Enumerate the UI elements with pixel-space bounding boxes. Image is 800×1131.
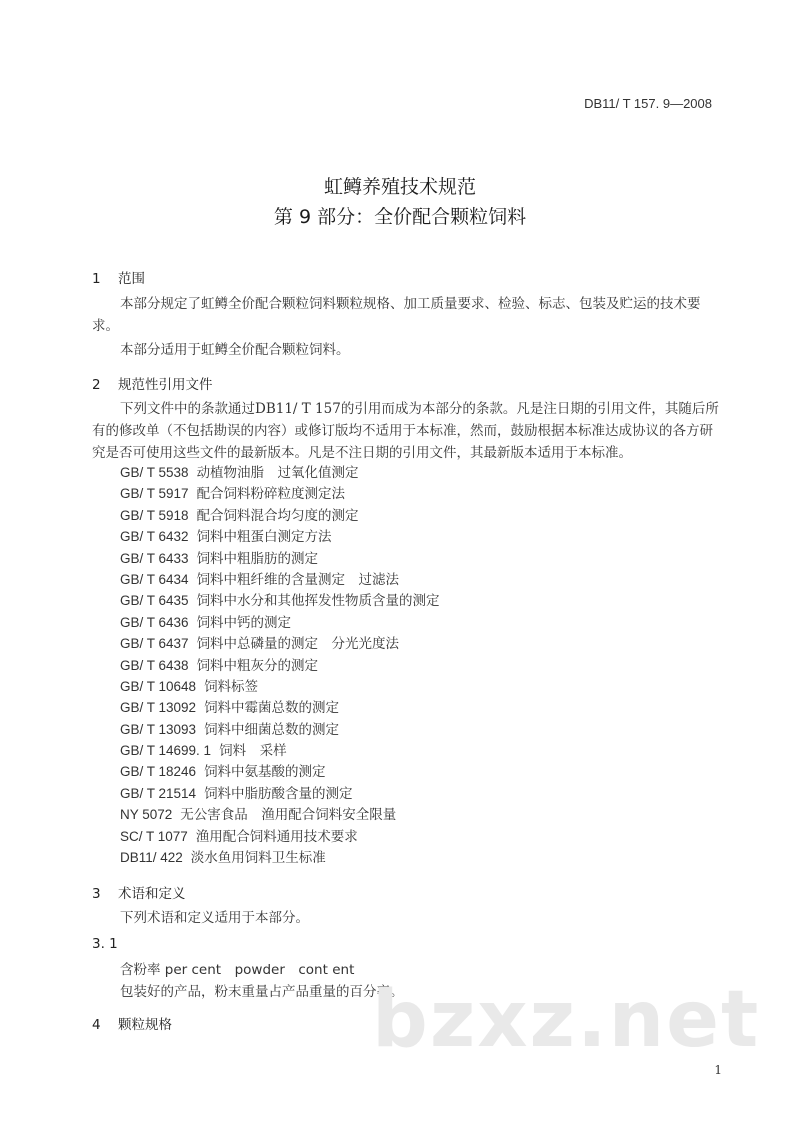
references-intro-paragraph: 下列文件中的条款通过DB11/ T 157的引用而成为本部分的条款。凡是注日期的引用文件，其随后所有的修改单（不包括勘误的内容）或修订版均不适用于本标准，然而，鼓励根据本标准达成协议的各方研究是否可使用这些文件的最新版本。凡是不注日期的引用文件，其最新版本适用于本标准。 [92, 401, 719, 461]
section-heading-normative-references [92, 373, 213, 393]
scope-paragraph-1: 本部分规定了虹鳟全价配合颗粒饲料颗粒规格、加工质量要求、检验、标志、包装及贮运的技术要求。 [92, 296, 701, 334]
reference-item: GB/ T 5538 动植物油脂 过氧化值测定 [120, 465, 359, 481]
reference-item: GB/ T 5918 配合饲料混合均匀度的测定 [120, 507, 359, 524]
reference-item: GB/ T 5917 配合饲料粉碎粒度测定法 [120, 486, 346, 503]
section-number: 3 [92, 886, 101, 902]
document-title: 虹鳟养殖技术规范 [323, 176, 476, 198]
section-title: 规范性引用文件 [118, 377, 213, 393]
section-title: 颗粒规格 [118, 1017, 172, 1033]
section-number: 2 [92, 377, 101, 393]
reference-item: NY 5072 无公害食品 渔用配合饲料安全限量 [120, 807, 397, 824]
term-name: 含粉率 per cent powder cont ent [120, 962, 355, 978]
reference-item: GB/ T 21514 饲料中脂肪酸含量的测定 [120, 785, 353, 802]
watermark: bzxz.net [372, 975, 761, 1065]
term-number: 3. 1 [92, 936, 118, 952]
reference-item: GB/ T 13092 饲料中霉菌总数的测定 [120, 700, 340, 717]
section-title: 术语和定义 [118, 886, 186, 902]
section-number: 4 [92, 1017, 101, 1033]
reference-item: GB/ T 6438 饲料中粗灰分的测定 [120, 657, 319, 674]
document-subtitle: 第 9 部分：全价配合颗粒饲料 [273, 206, 527, 228]
term-definition: 包装好的产品，粉末重量占产品重量的百分率。 [120, 984, 404, 1000]
document-number: DB11/ T 157. 9—2008 [584, 96, 712, 111]
section-heading-terms [92, 882, 186, 902]
reference-list [120, 462, 440, 868]
reference-item: GB/ T 6434 饲料中粗纤维的含量测定 过滤法 [120, 571, 400, 588]
reference-item: GB/ T 6435 饲料中水分和其他挥发性物质含量的测定 [120, 593, 440, 610]
terms-intro-paragraph: 下列术语和定义适用于本部分。 [120, 910, 309, 926]
reference-item: GB/ T 6432 饲料中粗蛋白测定方法 [120, 529, 332, 546]
reference-item: GB/ T 10648 饲料标签 [120, 678, 259, 695]
section-number: 1 [92, 271, 101, 287]
reference-item: GB/ T 6436 饲料中钙的测定 [120, 614, 292, 631]
reference-item: GB/ T 6437 饲料中总磷量的测定 分光光度法 [120, 636, 400, 653]
reference-item: GB/ T 6433 饲料中粗脂肪的测定 [120, 550, 319, 567]
reference-item: GB/ T 18246 饲料中氨基酸的测定 [120, 764, 326, 781]
reference-item: GB/ T 13093 饲料中细菌总数的测定 [120, 721, 340, 738]
section-heading-scope [92, 267, 145, 287]
section-heading-particle-size [92, 1013, 172, 1033]
scope-paragraph-2: 本部分适用于虹鳟全价配合颗粒饲料。 [120, 342, 350, 358]
reference-item: SC/ T 1077 渔用配合饲料通用技术要求 [120, 828, 358, 845]
reference-item: GB/ T 14699. 1 饲料 采样 [120, 743, 287, 760]
section-title: 范围 [118, 271, 145, 287]
reference-item: DB11/ 422 淡水鱼用饲料卫生标准 [120, 850, 326, 867]
page-number: 1 [714, 1063, 722, 1077]
